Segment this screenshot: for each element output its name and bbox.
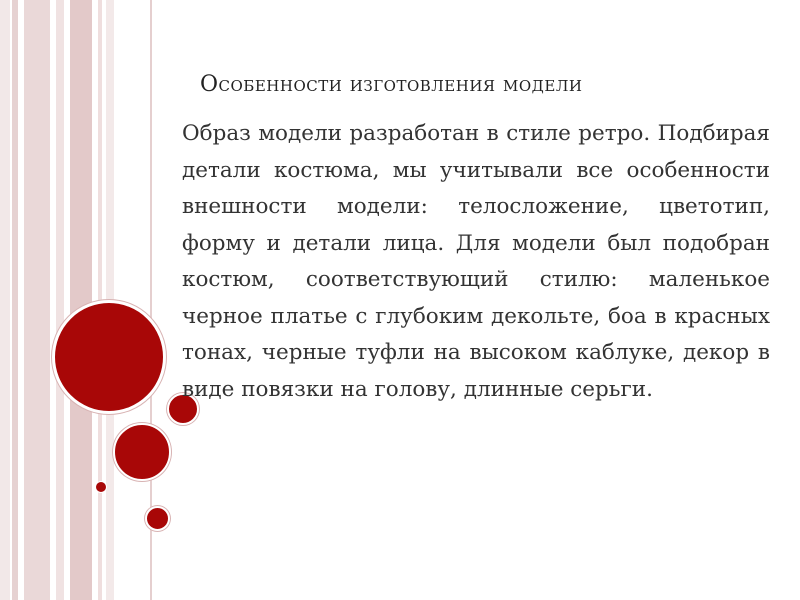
decorative-stripe [70,0,92,600]
decorative-circle-medium [113,423,171,481]
decorative-dot [95,481,107,493]
decorative-stripe [0,0,10,600]
decorative-stripe [56,0,64,600]
slide-title: Особенности изготовления модели [200,72,583,97]
decorative-circle-small [145,506,170,531]
decorative-circle-large [52,300,166,414]
decorative-stripe [12,0,18,600]
slide-body-text: Образ модели разработан в стиле ретро. Подбирая детали костюма, мы учитывали все особенности внешности модели: телосложение, цветотип, форму и детали лица. Для модели был подобран костюм, соответствующий стилю: маленькое черное платье с глубоким декольте, боа в красных тонах, черные туфли на высоком каблуке, декор в виде повязки на голову, длинные серьги. [182,121,770,402]
decorative-stripe [24,0,50,600]
